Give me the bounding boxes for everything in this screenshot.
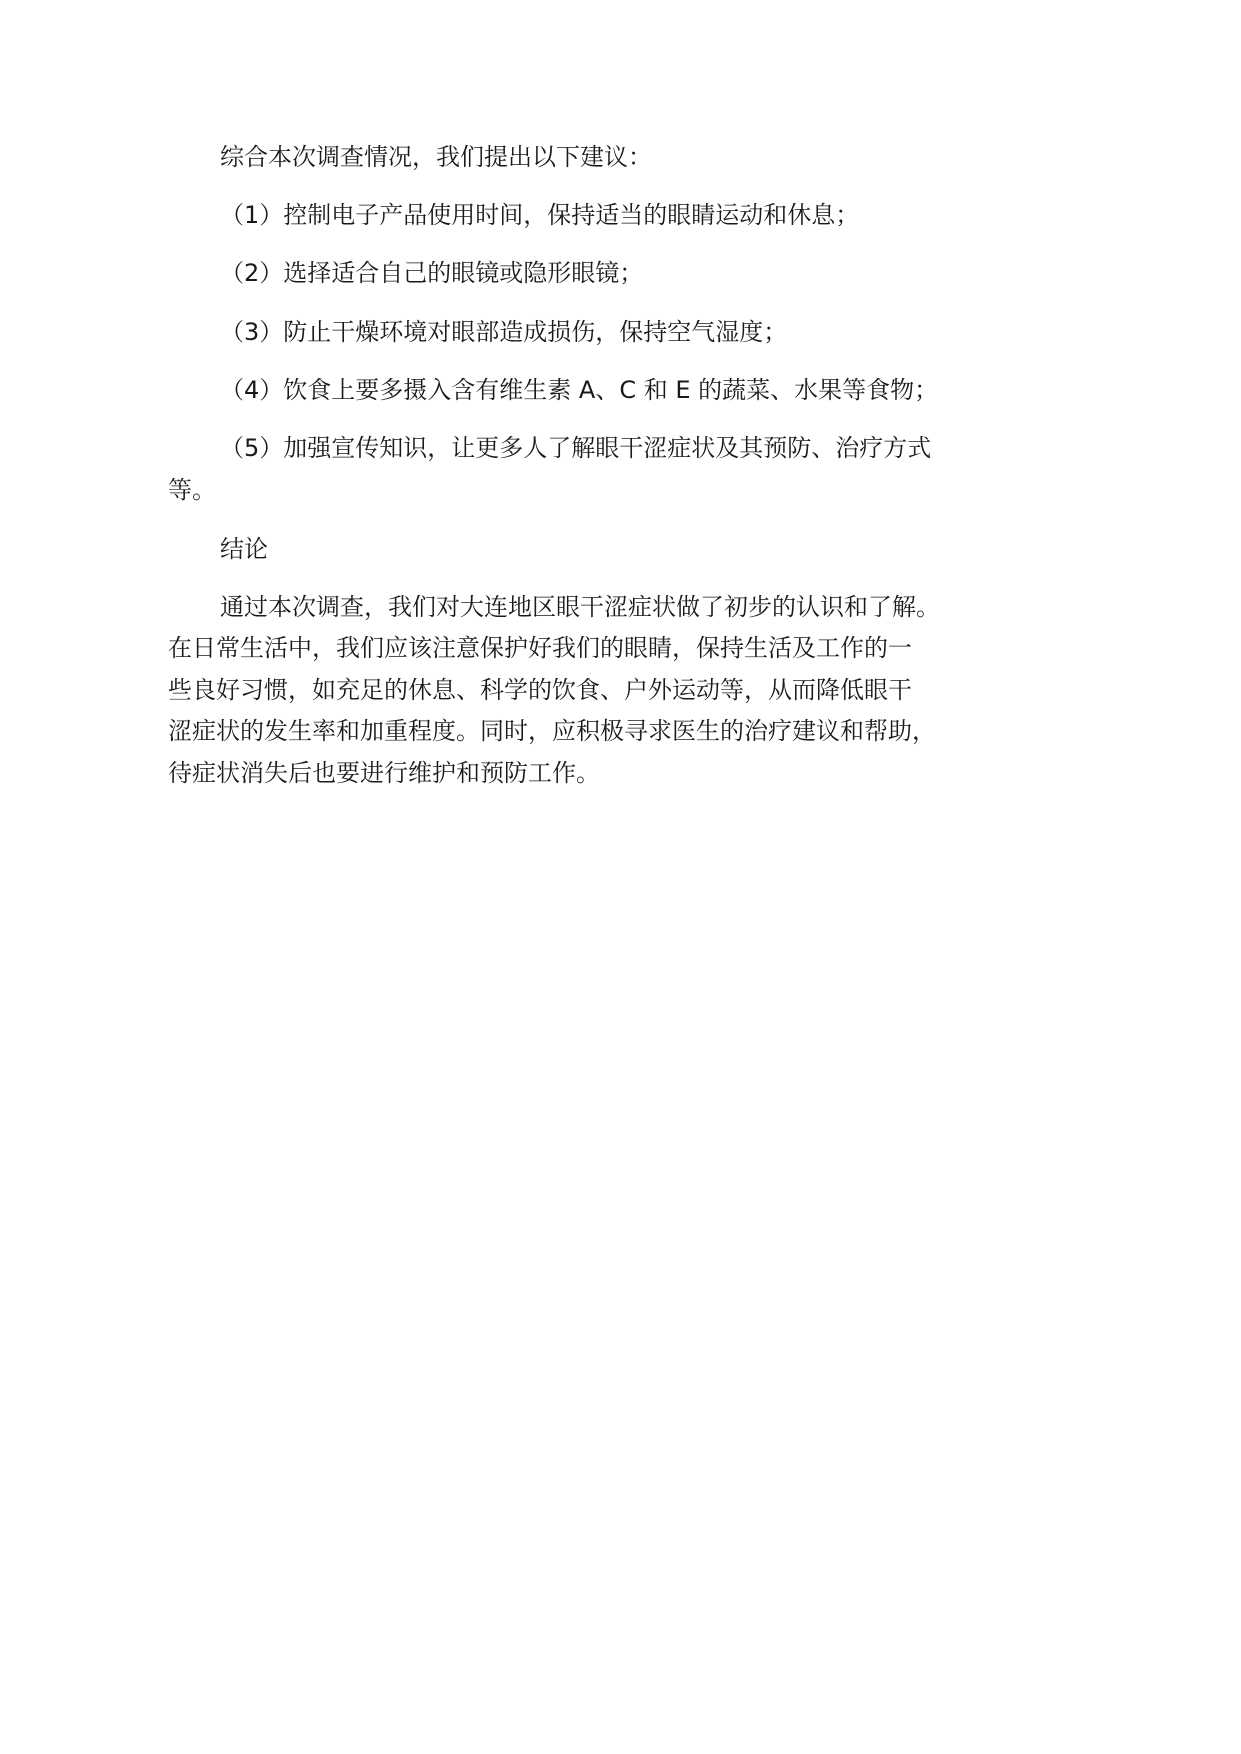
suggestion-item-3: （3）防止干燥环境对眼部造成损伤，保持空气湿度； (220, 318, 788, 346)
conclusion-heading: 结论 (220, 535, 268, 563)
intro-paragraph: 综合本次调查情况，我们提出以下建议： (220, 143, 652, 171)
suggestion-item-4: （4）饮食上要多摄入含有维生素 A、C 和 E 的蔬菜、水果等食物； (220, 376, 939, 404)
suggestion-item-5-line-2: 等。 (168, 476, 216, 504)
conclusion-line-4: 涩症状的发生率和加重程度。同时，应积极寻求医生的治疗建议和帮助， (168, 717, 936, 745)
conclusion-line-5: 待症状消失后也要进行维护和预防工作。 (168, 759, 600, 787)
conclusion-line-1: 通过本次调查，我们对大连地区眼干涩症状做了初步的认识和了解。 (220, 593, 940, 621)
suggestion-item-2: （2）选择适合自己的眼镜或隐形眼镜； (220, 259, 644, 287)
suggestion-item-1: （1）控制电子产品使用时间，保持适当的眼睛运动和休息； (220, 201, 860, 229)
conclusion-line-2: 在日常生活中，我们应该注意保护好我们的眼睛，保持生活及工作的一 (168, 634, 912, 662)
conclusion-line-3: 些良好习惯，如充足的休息、科学的饮食、户外运动等，从而降低眼干 (168, 676, 912, 704)
suggestion-item-5-line-1: （5）加强宣传知识，让更多人了解眼干涩症状及其预防、治疗方式 (220, 434, 932, 462)
